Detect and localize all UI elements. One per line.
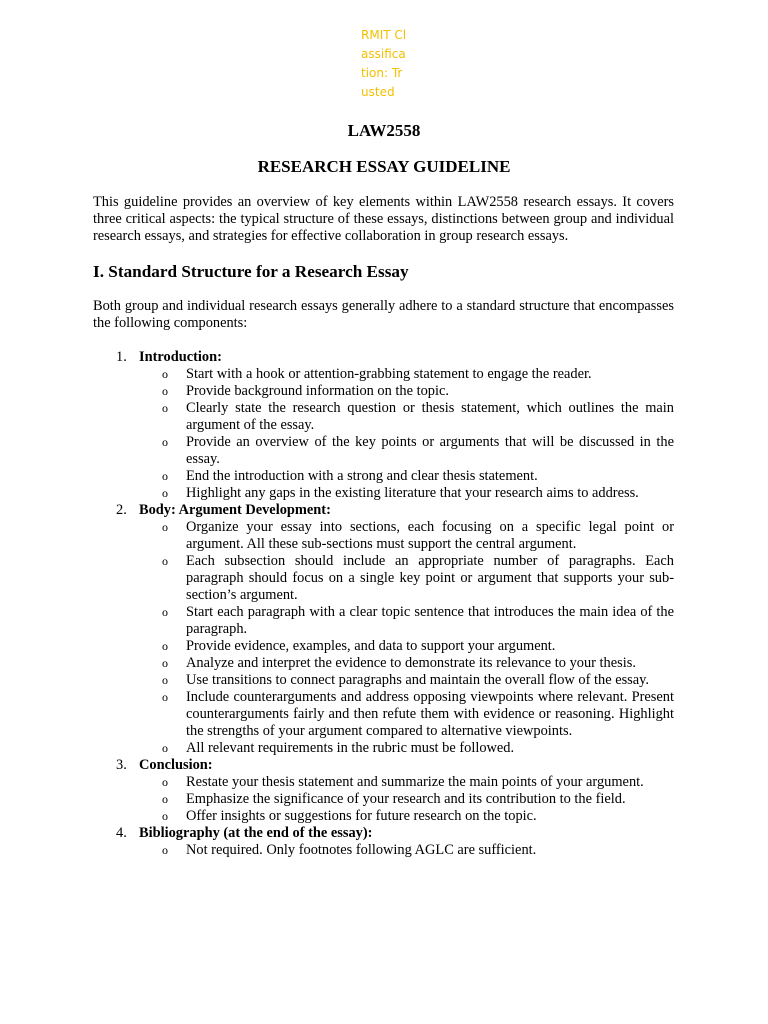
bullet-item	[139, 468, 674, 485]
circle-bullet-icon: o	[162, 367, 168, 381]
component-item	[93, 349, 674, 502]
bullet-item	[139, 400, 674, 434]
bullet-item	[139, 808, 674, 825]
bullet-item	[139, 485, 674, 502]
circle-bullet-icon: o	[162, 843, 168, 857]
bullet-text: Start each paragraph with a clear topic sentence that introduces the main idea of the paragraph.	[186, 604, 674, 637]
component-item	[93, 502, 674, 757]
item-title: Body: Argument Development:	[139, 502, 331, 518]
circle-bullet-icon: o	[162, 605, 168, 619]
bullet-text: Offer insights or suggestions for future research on the topic.	[186, 808, 537, 824]
document-title: RESEARCH ESSAY GUIDELINE	[257, 157, 511, 176]
circle-bullet-icon: o	[162, 741, 168, 755]
circle-bullet-icon: o	[162, 486, 168, 500]
bullet-text: Not required. Only footnotes following AGLC are sufficient.	[186, 842, 537, 858]
circle-bullet-icon: o	[162, 554, 168, 568]
circle-bullet-icon: o	[162, 401, 168, 415]
circle-bullet-icon: o	[162, 656, 168, 670]
circle-bullet-icon: o	[162, 639, 168, 653]
bullet-text: All relevant requirements in the rubric must be followed.	[186, 740, 515, 756]
circle-bullet-icon: o	[162, 384, 168, 398]
bullet-text: Each subsection should include an appropriate number of paragraphs. Each paragraph should focus on a single key point or argument that supports your sub-section’s argument.	[186, 553, 674, 603]
bullet-list	[139, 519, 674, 757]
bullet-text: Analyze and interpret the evidence to demonstrate its relevance to your thesis.	[186, 655, 636, 671]
circle-bullet-icon: o	[162, 520, 168, 534]
item-title: Conclusion:	[139, 757, 213, 773]
circle-bullet-icon: o	[162, 792, 168, 806]
section-heading: I. Standard Structure for a Research Essay	[93, 262, 409, 281]
component-item	[93, 825, 674, 859]
item-number: 1.	[116, 349, 127, 365]
bullet-item	[139, 383, 674, 400]
bullet-item	[139, 553, 674, 604]
circle-bullet-icon: o	[162, 435, 168, 449]
components-list	[93, 349, 674, 859]
bullet-text: End the introduction with a strong and clear thesis statement.	[186, 468, 538, 484]
bullet-text: Clearly state the research question or thesis statement, which outlines the main argument of the essay.	[186, 400, 674, 433]
intro-paragraph: This guideline provides an overview of key elements within LAW2558 research essays. It covers three critical aspects: the typical structure of these essays, distinctions between group and individual research essays, and strategies for effective collaboration in group research essays.	[93, 194, 674, 244]
circle-bullet-icon: o	[162, 809, 168, 823]
bullet-item	[139, 366, 674, 383]
bullet-item	[139, 740, 674, 757]
item-number: 4.	[116, 825, 127, 841]
classification-label: RMIT Classification: Trusted	[361, 28, 407, 99]
bullet-text: Emphasize the significance of your research and its contribution to the field.	[186, 791, 626, 807]
bullet-text: Include counterarguments and address opposing viewpoints where relevant. Present counterarguments fairly and then refute them with evidence or reasoning. Highlight the strengths of your argument compared to alternative viewpoints.	[186, 689, 674, 739]
bullet-item	[139, 655, 674, 672]
bullet-item	[139, 604, 674, 638]
bullet-text: Restate your thesis statement and summarize the main points of your argument.	[186, 774, 644, 790]
bullet-text: Provide background information on the topic.	[186, 383, 449, 399]
bullet-item	[139, 519, 674, 553]
circle-bullet-icon: o	[162, 469, 168, 483]
item-number: 2.	[116, 502, 127, 518]
bullet-text: Highlight any gaps in the existing literature that your research aims to address.	[186, 485, 639, 501]
bullet-text: Provide an overview of the key points or arguments that will be discussed in the essay.	[186, 434, 674, 467]
bullet-text: Use transitions to connect paragraphs and maintain the overall flow of the essay.	[186, 672, 650, 688]
bullet-item	[139, 791, 674, 808]
bullet-item	[139, 672, 674, 689]
bullet-list	[139, 842, 674, 859]
document-body	[93, 194, 674, 859]
bullet-text: Organize your essay into sections, each focusing on a specific legal point or argument. All these sub-sections must support the central argument.	[186, 519, 674, 552]
bullet-text: Start with a hook or attention-grabbing statement to engage the reader.	[186, 366, 592, 382]
item-number: 3.	[116, 757, 127, 773]
circle-bullet-icon: o	[162, 673, 168, 687]
circle-bullet-icon: o	[162, 690, 168, 704]
bullet-item	[139, 689, 674, 740]
bullet-item	[139, 434, 674, 468]
circle-bullet-icon: o	[162, 775, 168, 789]
bullet-list	[139, 366, 674, 502]
bullet-text: Provide evidence, examples, and data to support your argument.	[186, 638, 556, 654]
bullet-item	[139, 842, 674, 859]
section-paragraph: Both group and individual research essays generally adhere to a standard structure that encompasses the following components:	[93, 298, 674, 331]
item-title: Introduction:	[139, 349, 222, 365]
bullet-list	[139, 774, 674, 825]
bullet-item	[139, 638, 674, 655]
bullet-item	[139, 774, 674, 791]
item-title: Bibliography (at the end of the essay):	[139, 825, 373, 841]
component-item	[93, 757, 674, 825]
course-code: LAW2558	[347, 121, 421, 140]
